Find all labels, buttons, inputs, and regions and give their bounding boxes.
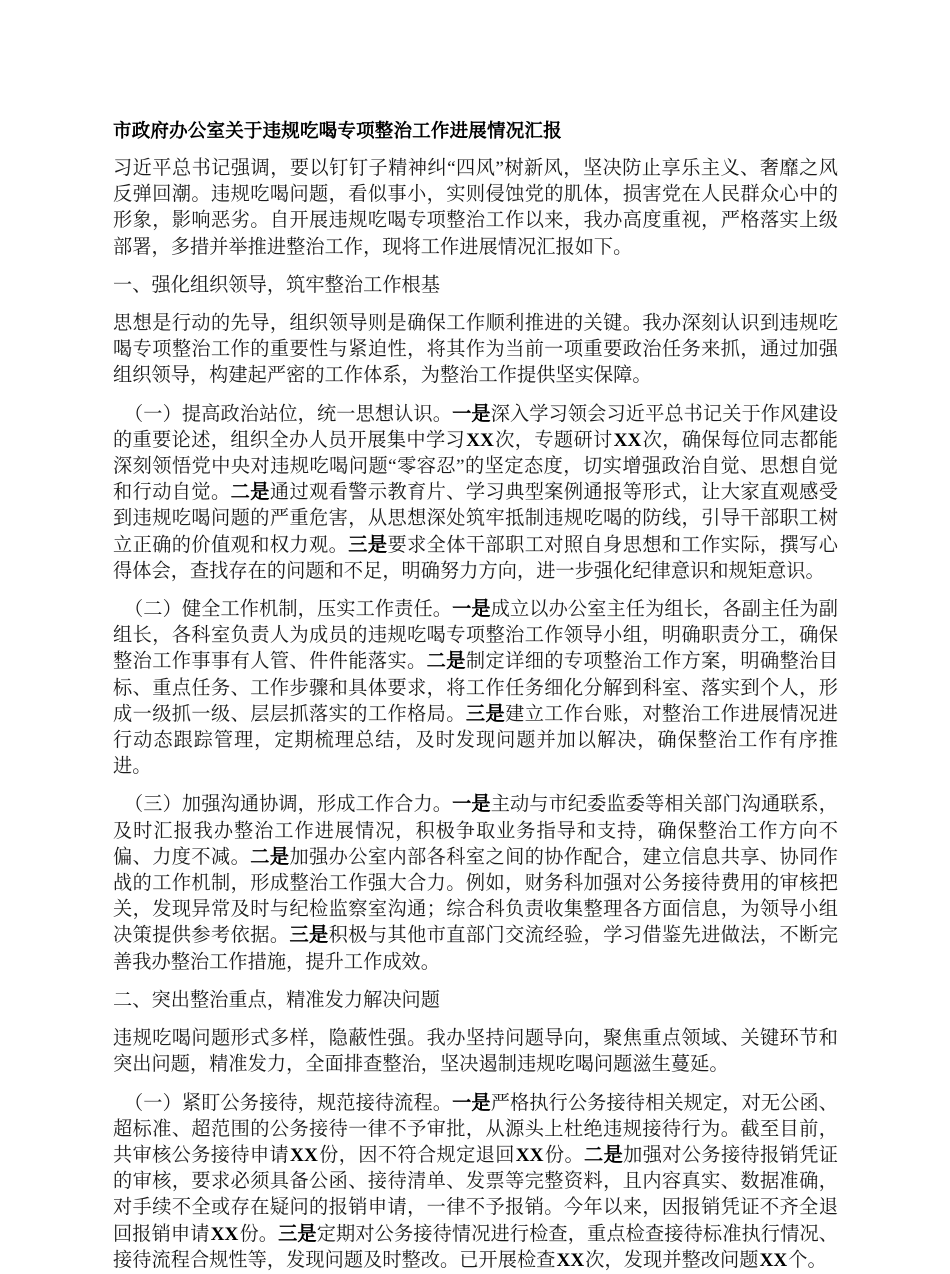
emphasis-marker: 一是 xyxy=(452,794,491,816)
paragraph-text: 加强办公室内部各科室之间的协作配合，建立信息共享、协同作战的工作机制，形成整治工作强大合力。例如，财务科加强对公务接待费用的审核把关，发现异常及时与纪检监察室沟通；综合科负责收集整理各方面信息，为领导小组决策提供参考依据。 xyxy=(113,846,838,947)
emphasis-marker: 一是 xyxy=(452,1092,491,1114)
placeholder-number: XX xyxy=(515,1144,544,1166)
body-paragraph xyxy=(113,1091,838,1274)
paragraph-text: 积极与其他市直部门交流经验，学习借鉴先进做法，不断完善我办整治工作措施，提升工作成效。 xyxy=(113,925,838,973)
placeholder-number: XX xyxy=(290,1144,318,1166)
page-title: 市政府办公室关于违规吃喝专项整治工作进展情况汇报 xyxy=(113,120,562,141)
placeholder-number: XX xyxy=(466,429,494,451)
body-paragraph: 习近平总书记强调，要以钉钉子精神纠“四风”树新风，坚决防止享乐主义、奢靡之风反弹回潮。违规吃喝问题，看似事小，实则侵蚀党的肌体，损害党在人民群众心中的形象，影响恶劣。自开展违规吃喝专项整治工作以来，我办高度重视，严格落实上级部署，多措并举推进整治工作，现将工作进展情况汇报如下。 xyxy=(113,158,838,258)
paragraph-text: 制定详细的专项整治工作方案，明确整治目标、重点任务、工作步骤和具体要求，将工作任务细化分解到科室、落实到个人，形成一级抓一级、层层抓落实的工作格局。 xyxy=(113,651,838,725)
paragraph-text: 严格执行公务接待相关规定，对无公函、超标准、超范围的公务接待一律不予审批，从源头上杜绝违规接待行为。截至目前，共审核公务接待申请 xyxy=(113,1092,838,1166)
paragraph-text: 次，确保每位同志都能深刻领悟党中央对违规吃喝问题“零容忍”的坚定态度，切实增强政治自觉、思想自觉和行动自觉。 xyxy=(113,429,838,504)
paragraph-text: （一）紧盯公务接待，规范接待流程。 xyxy=(124,1092,453,1114)
paragraph-text: 主动与市纪委监委等相关部门沟通联系，及时汇报我办整治工作进展情况，积极争取业务指导和支持，确保整治工作方向不偏、力度不减。 xyxy=(113,794,838,868)
paragraph-text: 份。 xyxy=(239,1223,279,1245)
document-body xyxy=(113,156,838,1274)
emphasis-marker: 二是 xyxy=(230,482,270,504)
emphasis-marker: 三是 xyxy=(465,703,506,725)
emphasis-marker: 三是 xyxy=(278,1223,317,1245)
emphasis-marker: 二是 xyxy=(584,1144,624,1166)
placeholder-number: XX xyxy=(759,1249,788,1271)
section-heading: 二、突出整治重点，精准发力解决问题 xyxy=(113,989,441,1011)
placeholder-number: XX xyxy=(210,1223,239,1245)
emphasis-marker: 一是 xyxy=(452,599,491,621)
paragraph-text: （三）加强沟通协调，形成工作合力。 xyxy=(124,794,453,816)
emphasis-marker: 二是 xyxy=(426,651,466,673)
section-heading: 一、强化组织领导，筑牢整治工作根基 xyxy=(113,274,441,296)
placeholder-number: XX xyxy=(613,429,642,451)
emphasis-marker: 三是 xyxy=(348,534,388,556)
paragraph-text: 建立工作台账，对整治工作进展情况进行动态跟踪管理，定期梳理总结，及时发现问题并加以解决，确保整治工作有序推进。 xyxy=(113,703,838,778)
paragraph-text: 次，专题研讨 xyxy=(494,429,613,451)
paragraph-text: （一）提高政治站位，统一思想认识。 xyxy=(124,403,453,425)
paragraph-text: （二）健全工作机制，压实工作责任。 xyxy=(124,599,453,621)
body-paragraph: 违规吃喝问题形式多样，隐蔽性强。我办坚持问题导向，聚焦重点领域、关键环节和突出问题，精准发力，全面排查整治，坚决遏制违规吃喝问题滋生蔓延。 xyxy=(113,1028,838,1076)
paragraph-text: 份，因不符合规定退回 xyxy=(318,1144,515,1166)
body-paragraph xyxy=(113,792,838,975)
paragraph-text: 深入学习领会习近平总书记关于作风建设的重要论述，组织全办人员开展集中学习 xyxy=(113,403,838,451)
emphasis-marker: 三是 xyxy=(289,925,329,947)
paragraph-text: 加强对公务接待报销凭证的审核，要求必须具备公函、接待清单、发票等完整资料，且内容真实、数据准确，对手续不全或存在疑问的报销申请，一律不予报销。今年以来，因报销凭证不齐全退回报销申请 xyxy=(113,1144,838,1245)
paragraph-text: 次，发现并整改问题 xyxy=(585,1249,759,1271)
paragraph-text: 通过观看警示教育片、学习典型案例通报等形式，让大家直观感受到违规吃喝问题的严重危害，从思想深处筑牢抵制违规吃喝的防线，引导干部职工树立正确的价值观和权力观。 xyxy=(113,482,838,556)
body-paragraph xyxy=(113,597,838,780)
paragraph-text: 成立以办公室主任为组长，各副主任为副组长，各科室负责人为成员的违规吃喝专项整治工作领导小组，明确职责分工，确保整治工作事事有人管、件件能落实。 xyxy=(113,599,838,673)
paragraph-text: 定期对公务接待情况进行检查，重点检查接待标准执行情况、接待流程合规性等，发现问题及时整改。已开展检查 xyxy=(113,1223,839,1271)
emphasis-marker: 一是 xyxy=(452,403,491,425)
body-paragraph xyxy=(113,402,838,585)
paragraph-text: 要求全体干部职工对照自身思想和工作实际，撰写心得体会，查找存在的问题和不足，明确努力方向，进一步强化纪律意识和规矩意识。 xyxy=(113,534,838,582)
placeholder-number: XX xyxy=(556,1249,585,1271)
body-paragraph: 思想是行动的先导，组织领导则是确保工作顺利推进的关键。我办深刻认识到违规吃喝专项整治工作的重要性与紧迫性，将其作为当前一项重要政治任务来抓，通过加强组织领导，构建起严密的工作体系，为整治工作提供坚实保障。 xyxy=(113,313,838,387)
paragraph-text: 个。 xyxy=(788,1249,827,1271)
paragraph-text: 份。 xyxy=(544,1144,585,1166)
emphasis-marker: 二是 xyxy=(250,846,290,868)
